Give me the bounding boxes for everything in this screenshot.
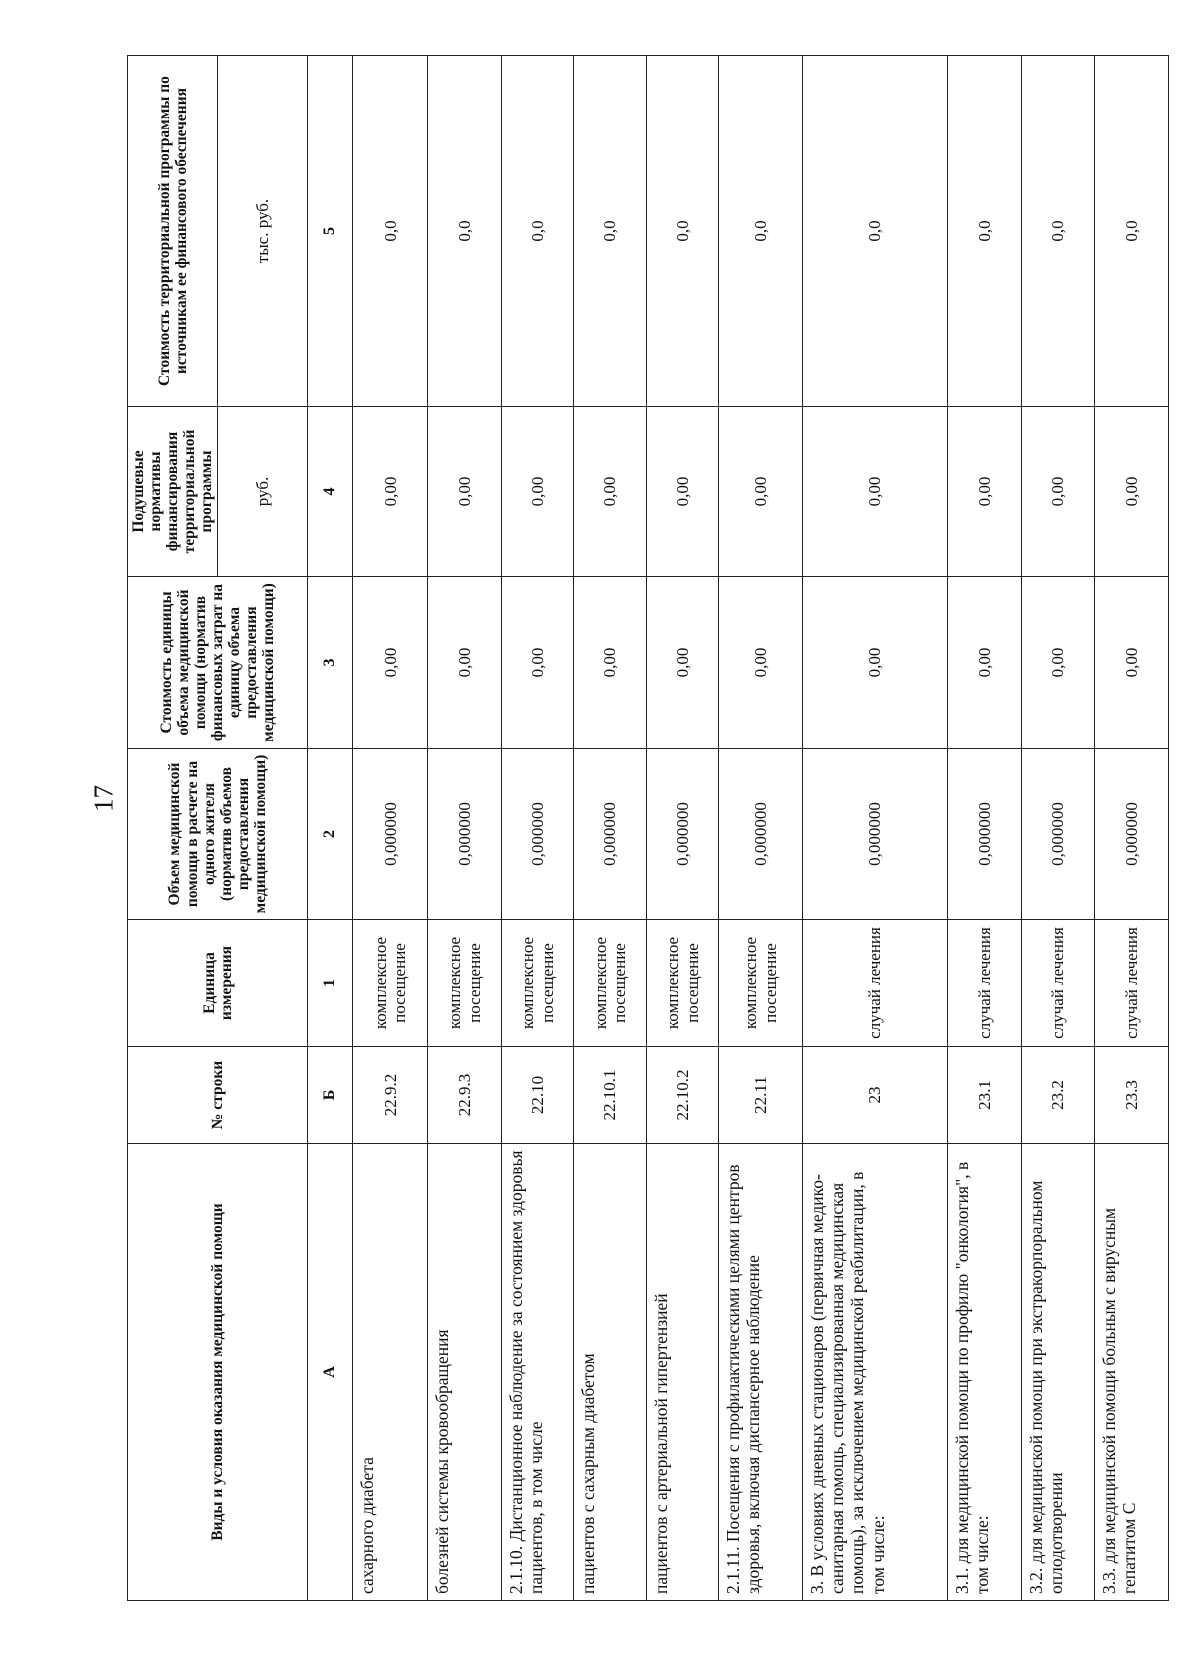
row-number: 23.1 (947, 1047, 1021, 1144)
table-row (353, 56, 428, 1601)
row-program-cost: 0,0 (947, 56, 1021, 407)
row-cost-unit: 0,00 (353, 577, 428, 749)
row-per-capita: 0,00 (1021, 407, 1095, 577)
row-number: 22.9.3 (428, 1047, 502, 1144)
table-row (574, 56, 646, 1601)
header-volume: Объем медицинской помощи в расчете на одного жителя (норматив объемов предоставления медицинской помощи) (128, 749, 308, 920)
row-unit: комплексное посещение (574, 920, 646, 1047)
row-cost-unit: 0,00 (646, 577, 718, 749)
row-program-cost: 0,0 (574, 56, 646, 407)
row-volume: 0,000000 (1021, 749, 1095, 920)
table-row (1095, 56, 1169, 1601)
row-name: 3. В условиях дневных стационаров (первичная медико-санитарная помощь, специализированная медицинская помощь), за исключением медицинской реабилитации, в том числе: (803, 1144, 948, 1601)
row-cost-unit: 0,00 (1021, 577, 1095, 749)
table-row (803, 56, 948, 1601)
row-name: 3.1. для медицинской помощи по профилю "онкология", в том числе: (947, 1144, 1021, 1601)
header-per-capita: Подушевые нормативы финансирования территориальной программы (128, 407, 218, 577)
row-unit: комплексное посещение (646, 920, 718, 1047)
row-per-capita: 0,00 (353, 407, 428, 577)
table-row (719, 56, 803, 1601)
table-body (308, 56, 1169, 1601)
row-volume: 0,000000 (574, 749, 646, 920)
row-program-cost: 0,0 (1021, 56, 1095, 407)
row-per-capita: 0,00 (646, 407, 718, 577)
row-program-cost: 0,0 (803, 56, 948, 407)
row-volume: 0,000000 (1095, 749, 1169, 920)
index-cell: Б (308, 1047, 353, 1144)
row-volume: 0,000000 (803, 749, 948, 920)
row-cost-unit: 0,00 (803, 577, 948, 749)
row-unit: случай лечения (803, 920, 948, 1047)
index-cell: 1 (308, 920, 353, 1047)
header-name: Виды и условия оказания медицинской помощи (128, 1144, 308, 1601)
row-number: 22.11 (719, 1047, 803, 1144)
table-row (1021, 56, 1095, 1601)
row-volume: 0,000000 (947, 749, 1021, 920)
row-cost-unit: 0,00 (1095, 577, 1169, 749)
row-name: пациентов с сахарным диабетом (574, 1144, 646, 1601)
row-per-capita: 0,00 (428, 407, 502, 577)
index-row (308, 56, 353, 1601)
row-volume: 0,000000 (428, 749, 502, 920)
header-per-capita-unit: руб. (218, 407, 308, 577)
medical-care-table (127, 55, 1169, 1601)
index-cell: А (308, 1144, 353, 1601)
row-number: 23.3 (1095, 1047, 1169, 1144)
header-cost-unit: Стоимость единицы объема медицинской помощи (норматив финансовых затрат на единицу объема предоставления медицинской помощи) (128, 577, 308, 749)
rotated-table-container (127, 56, 1169, 1601)
table-header (128, 56, 308, 1601)
row-volume: 0,000000 (502, 749, 574, 920)
row-program-cost: 0,0 (502, 56, 574, 407)
row-per-capita: 0,00 (947, 407, 1021, 577)
row-number: 22.10.2 (646, 1047, 718, 1144)
row-unit: случай лечения (1021, 920, 1095, 1047)
row-number: 23.2 (1021, 1047, 1095, 1144)
row-cost-unit: 0,00 (502, 577, 574, 749)
row-unit: случай лечения (947, 920, 1021, 1047)
row-name: пациентов с артериальной гипертензией (646, 1144, 718, 1601)
row-program-cost: 0,0 (646, 56, 718, 407)
row-volume: 0,000000 (646, 749, 718, 920)
row-per-capita: 0,00 (502, 407, 574, 577)
table-row (502, 56, 574, 1601)
page-number: 17 (88, 785, 119, 812)
table-row (947, 56, 1021, 1601)
row-cost-unit: 0,00 (719, 577, 803, 749)
header-program-cost-unit: тыс. руб. (218, 56, 308, 407)
row-per-capita: 0,00 (719, 407, 803, 577)
row-name: болезней системы кровообращения (428, 1144, 502, 1601)
index-cell: 3 (308, 577, 353, 749)
row-program-cost: 0,0 (353, 56, 428, 407)
row-unit: комплексное посещение (353, 920, 428, 1047)
row-number: 22.10 (502, 1047, 574, 1144)
row-cost-unit: 0,00 (428, 577, 502, 749)
index-cell: 2 (308, 749, 353, 920)
row-unit: комплексное посещение (502, 920, 574, 1047)
row-name: 2.1.11. Посещения с профилактическими целями центров здоровья, включая диспансерное наблюдение (719, 1144, 803, 1601)
header-unit: Единица измерения (128, 920, 308, 1047)
row-number: 22.10.1 (574, 1047, 646, 1144)
row-program-cost: 0,0 (1095, 56, 1169, 407)
row-volume: 0,000000 (353, 749, 428, 920)
table-row (428, 56, 502, 1601)
index-cell: 4 (308, 407, 353, 577)
row-program-cost: 0,0 (428, 56, 502, 407)
header-row-no: № строки (128, 1047, 308, 1144)
row-volume: 0,000000 (719, 749, 803, 920)
row-per-capita: 0,00 (574, 407, 646, 577)
row-name: 3.2. для медицинской помощи при экстракорпоральном оплодотворении (1021, 1144, 1095, 1601)
row-name: сахарного диабета (353, 1144, 428, 1601)
row-unit: комплексное посещение (428, 920, 502, 1047)
row-cost-unit: 0,00 (574, 577, 646, 749)
row-per-capita: 0,00 (1095, 407, 1169, 577)
index-cell: 5 (308, 56, 353, 407)
row-program-cost: 0,0 (719, 56, 803, 407)
row-name: 2.1.10. Дистанционное наблюдение за состоянием здоровья пациентов, в том числе (502, 1144, 574, 1601)
row-name: 3.3. для медицинской помощи больным с вирусным гепатитом С (1095, 1144, 1169, 1601)
header-program-cost: Стоимость территориальной программы по источникам ее финансового обеспечения (128, 56, 218, 407)
row-number: 22.9.2 (353, 1047, 428, 1144)
table-row (646, 56, 718, 1601)
row-number: 23 (803, 1047, 948, 1144)
row-unit: случай лечения (1095, 920, 1169, 1047)
row-per-capita: 0,00 (803, 407, 948, 577)
row-cost-unit: 0,00 (947, 577, 1021, 749)
row-unit: комплексное посещение (719, 920, 803, 1047)
